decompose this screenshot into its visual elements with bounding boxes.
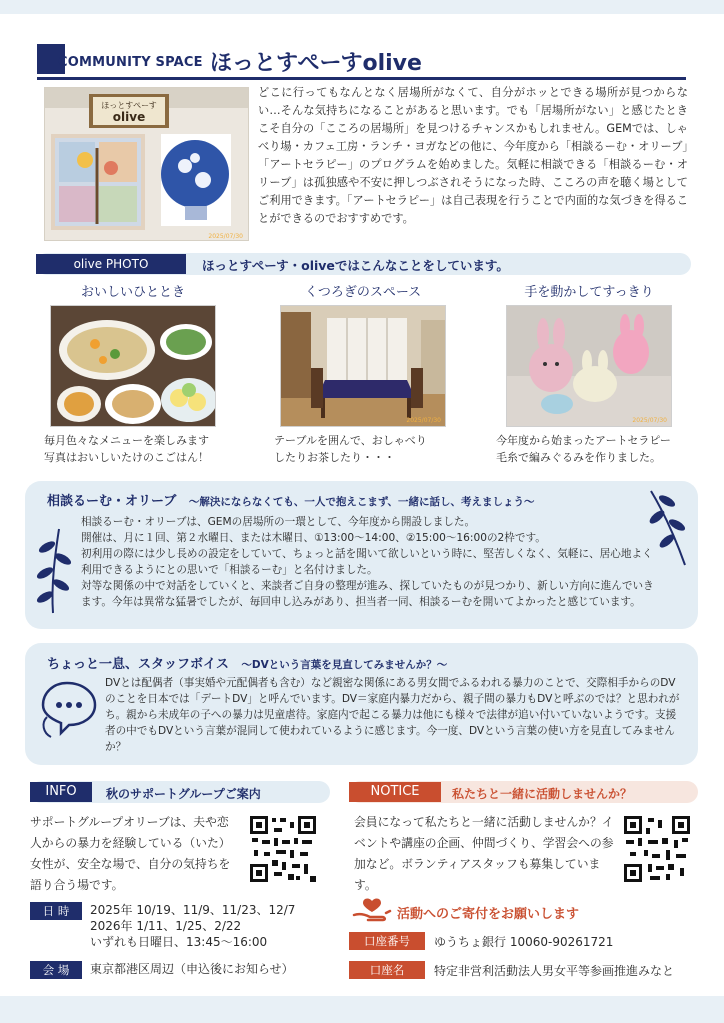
consult-panel [25,481,698,629]
account-number-label: 口座番号 [349,932,425,950]
venue-label: 会 場 [30,961,82,979]
voice-subtitle: ～DVという言葉を見直してみませんか？～ [241,659,448,671]
consult-title-line [47,490,687,509]
notice-tag: NOTICE [349,782,441,802]
account-number-value: ゆうちょ銀行 10060-90261721 [434,935,614,949]
voice-title: ちょっと一息、スタッフボイス [47,657,229,672]
photo-space [280,305,446,427]
photo-title-space: くつろぎのスペース [304,285,422,300]
photo-section-heading: ほっとすぺーす・oliveではこんなことをしています。 [202,258,509,273]
speech-bubble-icon [39,677,99,741]
leaf-left-icon [35,525,71,615]
date-label: 日 時 [30,902,82,920]
consult-paragraph-3: 初利用の際には少し長めの設定をしていて、ちょっと話を聞いて欲しいという時に、堅苦しくなく、気軽に、居心地よく利用できるようにとの思いで「相談るーむ」と名付けました。 [81,548,653,576]
photo-title-meal: おいしいひととき [80,285,185,300]
photo-section-tag: olive PHOTO [36,254,186,274]
info-tag: INFO [30,782,92,802]
bottom-band [0,996,724,1023]
donation-hands-icon [352,897,392,923]
photo-caption-meal-2: 写真はおいしいたけのこごはん！ [44,451,209,464]
notice-heading: 私たちと一緒に活動しませんか？ [452,787,633,801]
consult-subtitle: ～解決にならなくても、一人で抱えこまず、一緒に話し、考えましょう～ [188,496,535,508]
header-rule [37,77,686,80]
svg-text:olive: olive [112,110,146,124]
venue-value: 東京都港区周辺（申込後にお知らせ） [90,962,294,976]
photo-caption-space-2: したりお茶したり・・・ [274,451,395,464]
schedule-line-3: いずれも日曜日、13:45～16:00 [90,935,268,949]
voice-title-line [47,653,687,672]
schedule-line-2: 2026年 1/11、1/25、2/22 [90,919,242,933]
photo-meal [50,305,216,427]
info-body: サポートグループオリーブは、夫や恋人からの暴力を経験している（いた）女性が、安全な場で、自分の気持ちを語り合う場です。 [30,815,231,892]
donation-heading: 活動へのご寄付をお願いします [397,907,580,922]
account-name-label: 口座名 [349,961,425,979]
consult-title: 相談るーむ・オリーブ [47,494,177,509]
consult-paragraph-4: 対等な関係の中で対話をしていくと、来談者ご自身の整理が進み、探していたものが見つかり、新しい方向に進んでいきます。今年は異常な猛暑でしたが、毎回申し込みがあり、担当者一同、相談るーむを開いてよかったと感じています。 [81,580,654,608]
intro-photo [44,87,249,241]
photo-caption-craft-1: 今年度から始まったアートセラピー [496,434,671,447]
staff-voice-panel [25,643,698,765]
info-heading: 秋のサポートグループご案内 [106,787,261,801]
notice-qr-code[interactable] [622,814,692,884]
photo-date-craft: 2025/07/30 [632,417,667,424]
photo-date-space: 2025/07/30 [406,417,441,424]
intro-text: どこに行ってもなんとなく居場所がなくて、自分がホッとできる場所が見つからない…そんな気持ちになることがあると思います。でも「居場所がない」と感じたときこそ自分の「こころの居場所」を見つけるチャンスかもしれません。GEMでは、しゃべり場・カフェ工房・ランチ・ヨガなどの他に、今年度から「相談るーむ・オリーブ」「アートセラピー」のプログラムを始めました。気軽に相談できる「相談るーむ・オリーブ」は孤独感や不安に押しつぶされそうになった時、こころの声を聴く場としてご利用できます。「アートセラピー」は自己表現を行うことで内面的な気づきを得ることができるのでおすすめです。 [258,86,688,225]
account-name-value: 特定非営利活動法人男女平等参画推進みなと [434,964,675,978]
notice-body: 会員になって私たちと一緒に活動しませんか？イベントや講座の企画、仲間づくり、学習会への参加など。ボランティアスタッフも募集しています。 [354,815,614,892]
schedule-line-1: 2025年 10/19、11/9、11/23、12/7 [90,903,296,917]
consult-paragraph-1: 相談るーむ・オリーブは、GEMの居場所の一環として、今年度から開設しました。 [81,516,476,528]
svg-text:2025/07/30: 2025/07/30 [208,233,243,240]
photo-caption-meal-1: 毎月色々なメニューを楽しみます [44,434,209,447]
svg-text:ほっとすぺーす: ほっとすぺーす [101,101,157,110]
page-title: ほっとすぺーすolive [210,51,422,76]
consult-paragraph-2: 開催は、月に１回、第２水曜日、または木曜日、①13:00～14:00、②15:00～16:00の2枠です。 [81,532,546,544]
logo-text: COMMUNITY SPACE [58,55,203,70]
voice-text: DVとは配偶者（事実婚や元配偶者も含む）など親密な関係にある男女間でふるわれる暴力のことで、交際相手からのDVのことを日本では「デートDV」と呼んでいます。DV＝家庭内暴力だから、親子間の暴力もDVと呼ぶのでは？と思われがち。親から未成年の子への暴力は児童虐待。家庭内で起こる暴力は他にも様々で法律が追い付いていないようです。支援者の中でもDVという言葉が混同して使われているように感じます。今一度、DVという言葉の使い方を見直してみませんか？ [105,677,680,753]
photo-caption-craft-2: 毛糸で編みぐるみを作りました。 [496,451,661,464]
photo-craft [506,305,672,427]
top-band [0,0,724,14]
photo-title-craft: 手を動かしてすっきり [524,285,654,300]
info-qr-code[interactable] [248,814,318,884]
photo-caption-space-1: テーブルを囲んで、おしゃべり [274,434,427,447]
